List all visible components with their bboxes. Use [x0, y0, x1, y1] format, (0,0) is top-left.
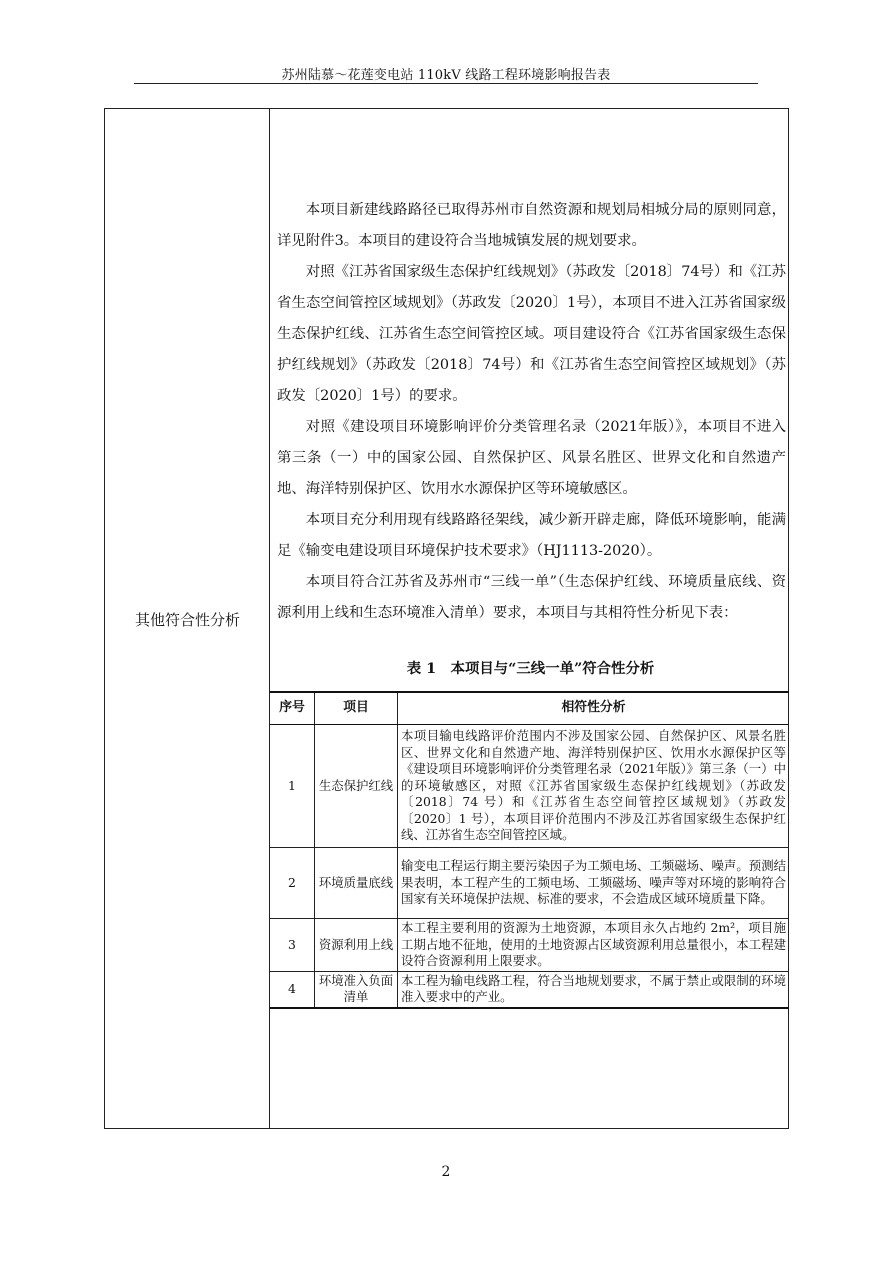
page-header: 苏州陆慕～花莲变电站 110kV 线路工程环境影响报告表: [281, 68, 611, 83]
table-row: [270, 919, 789, 972]
header-analysis: 相符性分析: [398, 692, 790, 725]
row-analysis: 本工程主要利用的资源为土地资源，本项目永久占地约 2m²，项目施工期占地不征地，使用的土地资源占区域资源利用总量很小，本工程建设符合资源利用上限要求。: [398, 919, 790, 972]
section-label-cell: [105, 109, 270, 1128]
page-number: 2: [441, 1164, 451, 1180]
paragraph-planning: 本项目新建线路路径已取得苏州市自然资源和规划局相城分局的原则同意，详见附件3。本项目的建设符合当地城镇发展的规划要求。: [277, 202, 786, 249]
header-no: 序号: [270, 692, 315, 725]
row-item: 生态保护红线: [315, 725, 398, 848]
row-item: 资源利用上线: [315, 919, 398, 972]
row-item: 环境质量底线: [315, 848, 398, 919]
row-analysis: 输变电工程运行期主要污染因子为工频电场、工频磁场、噪声。预测结果表明，本工程产生的工频电场、工频磁场、噪声等对环境的影响符合国家有关环境保护法规、标准的要求，不会造成区域环境质量下降。: [398, 848, 790, 919]
row-item: 环境准入负面清单: [315, 972, 398, 1008]
table-title: 表 1 本项目与“三线一单”符合性分析: [406, 660, 655, 677]
paragraph-sensitive-areas: 对照《建设项目环境影响评价分类管理名录（2021年版）》，本项目不进入第三条（一）中的国家公园、自然保护区、风景名胜区、世界文化和自然遗产地、海洋特别保护区、饮用水水源保护区等环境敏感区。: [277, 419, 786, 497]
paragraph-route-reuse: 本项目充分利用现有线路路径架线，减少新开辟走廊，降低环境影响，能满足《输变电建设项目环境保护技术要求》（HJ1113-2020）。: [277, 512, 786, 559]
compliance-table: [270, 691, 789, 1009]
header-item: 项目: [315, 692, 398, 725]
row-no: 4: [270, 972, 315, 1008]
report-table: [104, 108, 789, 1129]
table-header-row: [270, 692, 789, 725]
header-rule: [134, 83, 758, 84]
table-row: [270, 972, 789, 1008]
section-label: 其他符合性分析: [134, 611, 240, 629]
row-analysis: 本工程为输电线路工程，符合当地规划要求，不属于禁止或限制的环境准入要求中的产业。: [398, 972, 790, 1008]
paragraph-ecological-redline: 对照《江苏省国家级生态保护红线规划》（苏政发〔2018〕74号）和《江苏省生态空间管控区域规划》（苏政发〔2020〕1号），本项目不进入江苏省国家级生态保护红线、江苏省生态空间管控区域。项目建设符合《江苏省国家级生态保护红线规划》（苏政发〔2018〕74号）和《江苏省生态空间管控区域规划》（苏政发〔2020〕1号）的要求。: [277, 264, 786, 404]
row-no: 2: [270, 848, 315, 919]
row-analysis: 本项目输电线路评价范围内不涉及国家公园、自然保护区、风景名胜区、世界文化和自然遗产地、海洋特别保护区、饮用水水源保护区等《建设项目环境影响评价分类管理名录（2021年版）》第三条（一）中的环境敏感区，对照《江苏省国家级生态保护红线规划》（苏政发〔2018〕74 号）和《江苏省生态空间管控区域规划》（苏政发〔2020〕1 号），本项目评价范围内不涉及江苏省国家级生态保护红线、江苏省生态空间管控区域。: [398, 725, 790, 848]
row-no: 1: [270, 725, 315, 848]
row-no: 3: [270, 919, 315, 972]
paragraph-three-lines: 本项目符合江苏省及苏州市“三线一单”（生态保护红线、环境质量底线、资源利用上线和生态环境准入清单）要求，本项目与其相符性分析见下表：: [277, 574, 786, 621]
table-row: [270, 725, 789, 848]
section-content: [271, 109, 788, 1128]
table-row: [270, 848, 789, 919]
